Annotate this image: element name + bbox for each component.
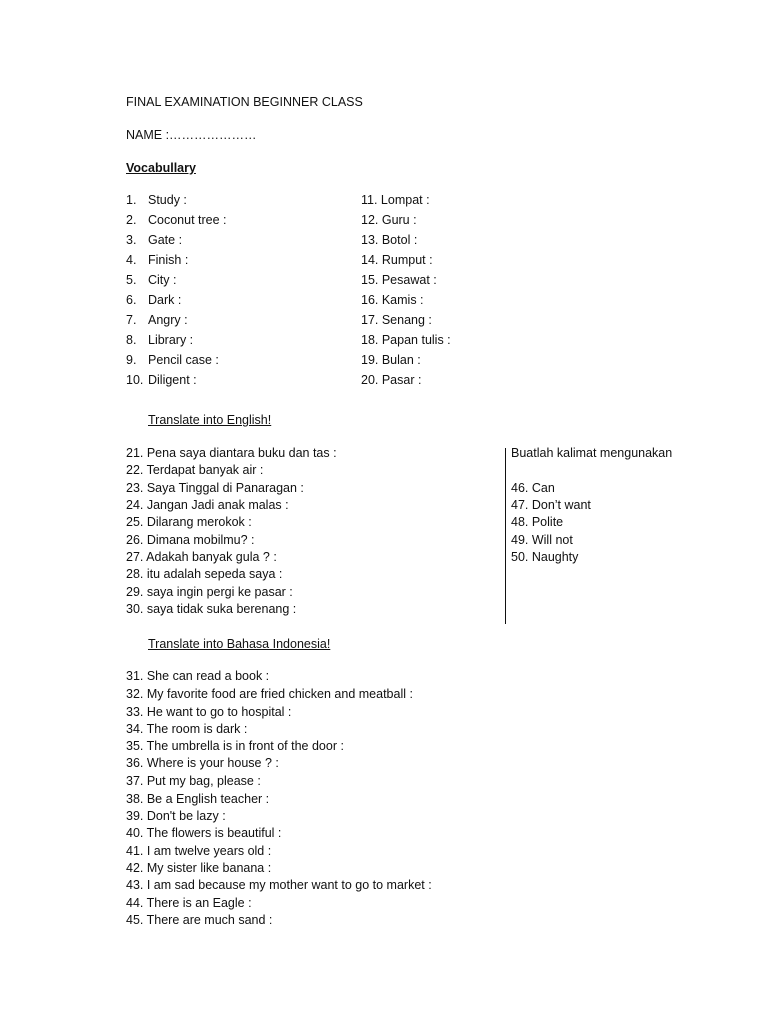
item-number: 2. — [126, 213, 137, 227]
list-item: 48. Polite — [511, 515, 564, 529]
item-text: Library : — [148, 333, 194, 347]
item-number: 5. — [126, 273, 137, 287]
exam-title: FINAL EXAMINATION BEGINNER CLASS — [126, 95, 363, 109]
list-item: 47. Don’t want — [511, 498, 591, 512]
list-item: 26. Dimana mobilmu? : — [126, 533, 255, 547]
list-item: 42. My sister like banana : — [126, 861, 272, 875]
item-text: Pencil case : — [148, 353, 219, 367]
list-item: 45. There are much sand : — [126, 913, 273, 927]
list-item: 17. Senang : — [361, 313, 432, 327]
item-text: Angry : — [148, 313, 188, 327]
list-item: 44. There is an Eagle : — [126, 896, 252, 910]
translate-english-heading: Translate into English! — [148, 413, 272, 427]
item-number: 6. — [126, 293, 137, 307]
list-item: 40. The flowers is beautiful : — [126, 826, 282, 840]
list-item: 27. Adakah banyak gula ? : — [126, 550, 277, 564]
list-item — [126, 253, 188, 267]
item-text: Coconut tree : — [148, 213, 227, 227]
item-text: Gate : — [148, 233, 183, 247]
list-item — [126, 293, 181, 307]
item-text: Dark : — [148, 293, 182, 307]
list-item — [126, 213, 227, 227]
sentence-instruction: Buatlah kalimat mengunakan — [511, 446, 673, 460]
list-item: 15. Pesawat : — [361, 273, 437, 287]
list-item: 31. She can read a book : — [126, 669, 270, 683]
list-item: 25. Dilarang merokok : — [126, 515, 252, 529]
list-item: 36. Where is your house ? : — [126, 756, 279, 770]
list-item — [126, 233, 182, 247]
list-item: 23. Saya Tinggal di Panaragan : — [126, 481, 304, 495]
item-number: 10. — [126, 373, 144, 387]
vocab-heading: Vocabullary — [126, 161, 196, 175]
translate-indonesia-heading: Translate into Bahasa Indonesia! — [148, 637, 331, 651]
list-item: 18. Papan tulis : — [361, 333, 451, 347]
list-item: 28. itu adalah sepeda saya : — [126, 567, 283, 581]
item-text: Finish : — [148, 253, 189, 267]
list-item: 12. Guru : — [361, 213, 417, 227]
box-divider-line — [505, 448, 506, 624]
list-item: 46. Can — [511, 481, 555, 495]
list-item: 20. Pasar : — [361, 373, 422, 387]
list-item: 37. Put my bag, please : — [126, 774, 261, 788]
item-number: 9. — [126, 353, 137, 367]
list-item: 50. Naughty — [511, 550, 579, 564]
item-text: Study : — [148, 193, 187, 207]
name-field-line: NAME :………………… — [126, 128, 257, 142]
list-item — [126, 313, 188, 327]
list-item: 41. I am twelve years old : — [126, 844, 272, 858]
list-item — [126, 193, 187, 207]
list-item: 43. I am sad because my mother want to go to market : — [126, 878, 432, 892]
list-item: 38. Be a English teacher : — [126, 792, 270, 806]
list-item: 29. saya ingin pergi ke pasar : — [126, 585, 293, 599]
list-item: 33. He want to go to hospital : — [126, 705, 292, 719]
list-item — [126, 353, 219, 367]
item-number: 8. — [126, 333, 137, 347]
list-item: 49. Will not — [511, 533, 573, 547]
item-number: 4. — [126, 253, 137, 267]
list-item — [126, 273, 176, 287]
list-item: 39. Don't be lazy : — [126, 809, 226, 823]
list-item — [126, 373, 197, 387]
list-item: 24. Jangan Jadi anak malas : — [126, 498, 289, 512]
list-item: 34. The room is dark : — [126, 722, 248, 736]
list-item — [126, 333, 193, 347]
item-number: 1. — [126, 193, 137, 207]
list-item: 32. My favorite food are fried chicken and meatball : — [126, 687, 413, 701]
list-item: 13. Botol : — [361, 233, 418, 247]
list-item: 14. Rumput : — [361, 253, 433, 267]
list-item: 19. Bulan : — [361, 353, 421, 367]
list-item: 35. The umbrella is in front of the door : — [126, 739, 344, 753]
item-number: 7. — [126, 313, 137, 327]
list-item: 16. Kamis : — [361, 293, 424, 307]
item-text: City : — [148, 273, 177, 287]
list-item: 11. Lompat : — [361, 193, 430, 207]
item-text: Diligent : — [148, 373, 197, 387]
list-item: 21. Pena saya diantara buku dan tas : — [126, 446, 337, 460]
item-number: 3. — [126, 233, 137, 247]
list-item: 30. saya tidak suka berenang : — [126, 602, 297, 616]
list-item: 22. Terdapat banyak air : — [126, 463, 264, 477]
